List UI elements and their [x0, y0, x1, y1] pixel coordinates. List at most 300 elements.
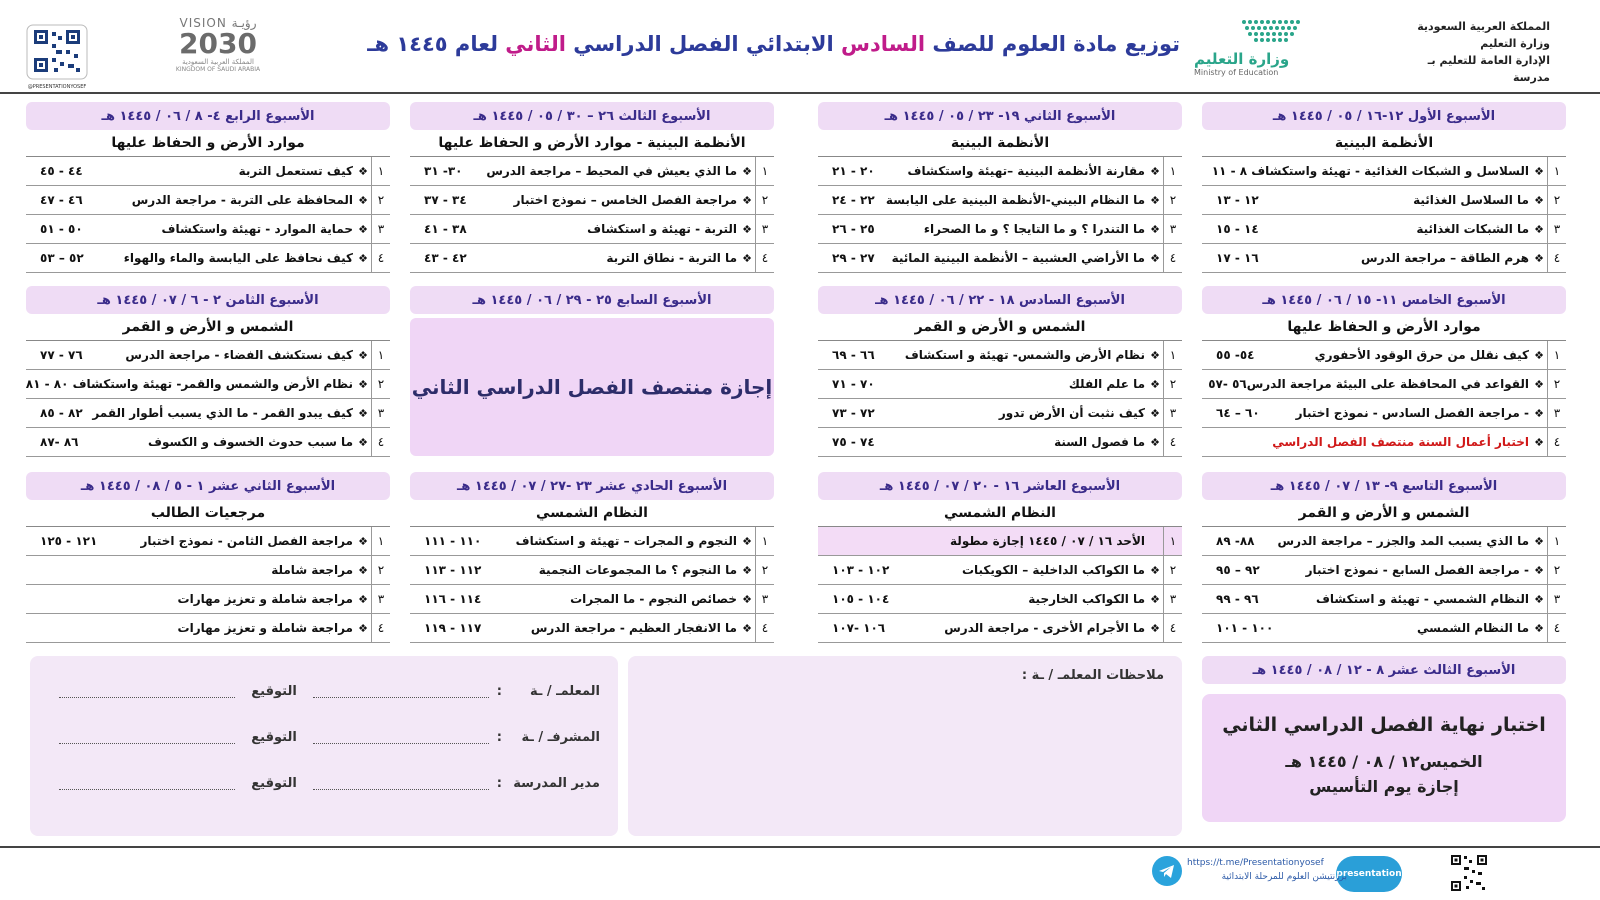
lesson-pages: ٤٤ - ٤٥ [40, 164, 83, 178]
lesson-number: ٣ [371, 399, 390, 427]
diamond-bullet-icon: ❖ [1534, 193, 1544, 207]
lesson-number: ٣ [1163, 399, 1182, 427]
lesson-row [410, 215, 774, 244]
lesson-title: خصائص النجوم - ما المجرات [570, 592, 737, 606]
week-header: الأسبوع الخامس ١١- ١٥ / ٠٦ / ١٤٤٥ هـ [1202, 286, 1566, 314]
lesson-pages: ١٤ - ١٥ [1216, 222, 1259, 236]
lesson-title: مراجعة شاملة و تعزيز مهارات [177, 621, 353, 635]
lesson-row [410, 556, 774, 585]
week-header: الأسبوع الأول ١٢-١٦ / ٠٥ / ١٤٤٥ هـ [1202, 102, 1566, 130]
week-header: الأسبوع الثامن ٢ - ٦ / ٠٧ / ١٤٤٥ هـ [26, 286, 390, 314]
week-card-2 [818, 102, 1182, 273]
lesson-pages: ٣٨ - ٤١ [424, 222, 467, 236]
diamond-bullet-icon: ❖ [1150, 621, 1160, 635]
lesson-number: ٢ [1547, 186, 1566, 214]
lesson-row [1202, 370, 1566, 399]
lesson-row [818, 428, 1182, 457]
lesson-pages: ٦٠ – ٦٤ [1216, 406, 1260, 420]
title-part: الابتدائي الفصل الدراسي [573, 32, 834, 56]
lesson-pages: ٨٦ -٨٧ [40, 435, 79, 449]
lesson-row [26, 527, 390, 556]
diamond-bullet-icon: ❖ [742, 193, 752, 207]
lesson-pages: ٥٦ -٥٧ [1208, 377, 1247, 391]
lesson-number: ٤ [1547, 614, 1566, 642]
colon: : [496, 776, 502, 791]
lesson-title: نظام الأرض والشمس- تهيئة و استكشاف [904, 348, 1145, 362]
lesson-title: ما التندرا ؟ و ما التايجا ؟ و ما الصحراء [923, 222, 1145, 236]
lesson-title: مراجعة الفصل الثامن - نموذج اختبار [140, 534, 353, 548]
week-unit: موارد الأرض و الحفاظ عليها [26, 130, 390, 157]
diamond-bullet-icon: ❖ [1534, 435, 1544, 449]
lesson-number: ٣ [371, 215, 390, 243]
qr-code-icon [26, 24, 88, 90]
lesson-pages: ٢٠ - ٢١ [832, 164, 875, 178]
vision-2030-logo [158, 16, 278, 78]
diamond-bullet-icon: ❖ [1534, 251, 1544, 265]
lesson-pages: ٥٠ - ٥١ [40, 222, 83, 236]
lesson-title: كيف نثبت أن الأرض تدور [998, 406, 1145, 420]
lesson-title: ما الذي يسبب المد والجزر – مراجعة الدرس [1277, 534, 1529, 548]
diamond-bullet-icon: ❖ [1534, 164, 1544, 178]
lesson-row [818, 157, 1182, 186]
lesson-row [26, 428, 390, 457]
lesson-title: ما النجوم ؟ ما المجموعات النجمية [538, 563, 737, 577]
diamond-bullet-icon: ❖ [358, 435, 368, 449]
week-card-13 [1202, 656, 1566, 822]
lesson-title: ما الذي يعيش في المحيط – مراجعة الدرس [486, 164, 737, 178]
lesson-pages: ٦٦ - ٦٩ [832, 348, 875, 362]
lesson-title: اختبار أعمال السنة منتصف الفصل الدراسي [1272, 435, 1529, 449]
lesson-pages: ٨٨- ٨٩ [1216, 534, 1255, 548]
lesson-row [410, 157, 774, 186]
name-line[interactable] [313, 731, 489, 744]
lesson-title: المحافظة على التربة - مراجعة الدرس [131, 193, 353, 207]
organization-block [1400, 18, 1550, 86]
week-card-4 [26, 102, 390, 273]
diamond-bullet-icon: ❖ [358, 534, 368, 548]
lesson-title: مراجعة الفصل الخامس – نموذج اختبار [513, 193, 737, 207]
diamond-bullet-icon: ❖ [358, 348, 368, 362]
lesson-number: ٣ [371, 585, 390, 613]
diamond-bullet-icon: ❖ [1150, 193, 1160, 207]
diamond-bullet-icon: ❖ [1534, 563, 1544, 577]
lesson-row [818, 341, 1182, 370]
lesson-number: ٤ [755, 614, 774, 642]
lesson-number: ٤ [371, 244, 390, 272]
badge-label: presentation [1336, 869, 1402, 879]
lesson-row [818, 215, 1182, 244]
lesson-number: ٢ [1547, 370, 1566, 398]
lesson-pages: ٤٦ - ٤٧ [40, 193, 83, 207]
lesson-number: ٢ [755, 186, 774, 214]
diamond-bullet-icon: ❖ [358, 406, 368, 420]
week-card-9 [1202, 472, 1566, 643]
telegram-icon[interactable] [1152, 856, 1182, 886]
lesson-number: ١ [1163, 527, 1182, 555]
colon: : [496, 730, 502, 745]
lesson-number: ١ [1547, 527, 1566, 555]
ministry-logo [1190, 14, 1320, 78]
week-card-10 [818, 472, 1182, 643]
week-card-7 [410, 286, 774, 456]
signature-line[interactable] [59, 685, 235, 698]
lesson-pages: ٤٢ - ٤٣ [424, 251, 467, 265]
lesson-number: ٤ [1163, 244, 1182, 272]
lesson-title: كيف نستكشف الفضاء - مراجعة الدرس [125, 348, 353, 362]
lesson-number: ٣ [755, 215, 774, 243]
lesson-number: ١ [1547, 341, 1566, 369]
lesson-title: ما سبب حدوث الخسوف و الكسوف [148, 435, 353, 449]
lesson-pages: ١١٠ - ١١١ [424, 534, 482, 548]
diamond-bullet-icon: ❖ [1150, 348, 1160, 362]
title-part: توزيع مادة العلوم للصف [932, 32, 1180, 56]
lesson-title: كيف يبدو القمر - ما الذي يسبب أطوار القمر [92, 406, 353, 420]
lesson-row [26, 614, 390, 643]
lesson-title: - مراجعة الفصل السابع - نموذج اختبار [1305, 563, 1529, 577]
signature-row-principal [59, 776, 600, 791]
week-unit: الشمس و الأرض و القمر [26, 314, 390, 341]
final-exam-date: الخميس١٢ / ٠٨ / ١٤٤٥ هـ [1285, 752, 1483, 771]
week-card-12 [26, 472, 390, 643]
lesson-title: النظام الشمسي - تهيئة و استكشاف [1315, 592, 1529, 606]
week-header: الأسبوع السابع ٢٥ - ٢٩ / ٠٦ / ١٤٤٥ هـ [410, 286, 774, 314]
teacher-notes-box[interactable] [628, 656, 1182, 836]
diamond-bullet-icon: ❖ [1150, 377, 1160, 391]
signature-row-supervisor [59, 730, 600, 745]
week-header: الأسبوع الثالث عشر ٨ - ١٢ / ٠٨ / ١٤٤٥ هـ [1202, 656, 1566, 684]
lesson-row [818, 399, 1182, 428]
lesson-pages: ١٢١ - ١٢٥ [40, 534, 98, 548]
lesson-number: ٣ [755, 585, 774, 613]
colon: : [496, 684, 502, 699]
lesson-pages: ١٠٢ - ١٠٣ [832, 563, 890, 577]
lesson-number: ٢ [755, 556, 774, 584]
lesson-title: مقارنة الأنظمة البينية –تهيئة واستكشاف [907, 164, 1145, 178]
lesson-row [1202, 341, 1566, 370]
lesson-pages: ١٦ - ١٧ [1216, 251, 1259, 265]
lesson-row [26, 556, 390, 585]
week-unit: النظام الشمسي [410, 500, 774, 527]
lesson-title: مراجعة شاملة [271, 563, 353, 577]
signature-line[interactable] [59, 777, 235, 790]
lesson-number: ٤ [1163, 614, 1182, 642]
lesson-number: ٢ [1163, 370, 1182, 398]
week-header: الأسبوع الحادي عشر ٢٣ -٢٧ / ٠٧ / ١٤٤٥ هـ [410, 472, 774, 500]
lesson-title: ما الكواكب الخارجية [1028, 592, 1145, 606]
week-header: الأسبوع الثاني عشر ١ - ٥ / ٠٨ / ١٤٤٥ هـ [26, 472, 390, 500]
diamond-bullet-icon: ❖ [1534, 534, 1544, 548]
final-exam-title: اختبار نهاية الفصل الدراسي الثاني [1222, 714, 1546, 736]
diamond-bullet-icon: ❖ [1150, 164, 1160, 178]
diamond-bullet-icon: ❖ [1150, 251, 1160, 265]
sign-label: التوقيع [251, 776, 297, 791]
diamond-bullet-icon: ❖ [1534, 222, 1544, 236]
lesson-number: ٣ [1547, 399, 1566, 427]
lesson-number: ٣ [1163, 585, 1182, 613]
diamond-bullet-icon: ❖ [1150, 592, 1160, 606]
lesson-pages: ١٢ - ١٣ [1216, 193, 1259, 207]
lesson-title: القواعد في المحافظة على البيئة مراجعة الدرس [1246, 377, 1529, 391]
lesson-title: ما الكواكب الداخلية – الكويكبات [961, 563, 1145, 577]
diamond-bullet-icon: ❖ [358, 193, 368, 207]
vision-sub-en: KINGDOM OF SAUDI ARABIA [175, 66, 261, 73]
week-header: الأسبوع العاشر ١٦ - ٢٠ / ٠٧ / ١٤٤٥ هـ [818, 472, 1182, 500]
org-line: المملكة العربية السعودية [1417, 20, 1550, 33]
lesson-title: ما النظام الشمسي [1416, 621, 1529, 635]
lesson-number: ٤ [1163, 428, 1182, 456]
diamond-bullet-icon: ❖ [1534, 377, 1544, 391]
lesson-row [26, 215, 390, 244]
week-unit: الشمس و الأرض و القمر [1202, 500, 1566, 527]
sign-label: التوقيع [251, 730, 297, 745]
lesson-title: التربة - تهيئة و استكشاف [587, 222, 737, 236]
org-line: مدرسة [1513, 71, 1550, 84]
lesson-row [410, 186, 774, 215]
notes-label: ملاحظات المعلمـ / ـة : [1021, 668, 1164, 683]
diamond-bullet-icon: ❖ [1534, 621, 1544, 635]
lesson-pages: ١٠٤ - ١٠٥ [832, 592, 890, 606]
lesson-title: ما النظام البيني-الأنظمة البينية على اليابسة [885, 193, 1145, 207]
diamond-bullet-icon: ❖ [1150, 435, 1160, 449]
lesson-pages: ٧٠ - ٧١ [832, 377, 875, 391]
lesson-row [26, 157, 390, 186]
diamond-bullet-icon: ❖ [358, 377, 368, 391]
role-label: المعلمـ / ـة [530, 684, 600, 699]
lesson-title: السلاسل و الشبكات الغذائية - تهيئة واستكشاف ٨ - ١١ [1211, 164, 1529, 178]
lesson-number: ٢ [371, 556, 390, 584]
lesson-number: ٣ [1547, 585, 1566, 613]
week-header: الأسبوع الثاني ١٩- ٢٣ / ٠٥ / ١٤٤٥ هـ [818, 102, 1182, 130]
lesson-row [818, 244, 1182, 273]
diamond-bullet-icon: ❖ [742, 222, 752, 236]
founding-day-holiday: إجازة يوم التأسيس [1309, 777, 1459, 796]
vision-sub: المملكة العربية السعودية [182, 58, 254, 66]
lesson-number: ٢ [1163, 186, 1182, 214]
lesson-number: ٢ [371, 186, 390, 214]
lesson-pages: ١١٢ - ١١٣ [424, 563, 482, 577]
diamond-bullet-icon: ❖ [742, 251, 752, 265]
lesson-pages: ٢٢ - ٢٤ [832, 193, 875, 207]
lesson-number: ١ [755, 157, 774, 185]
diamond-bullet-icon: ❖ [1150, 222, 1160, 236]
telegram-link[interactable]: https://t.me/Presentationyosef [1187, 858, 1324, 868]
lesson-row-exam [1202, 428, 1566, 457]
lesson-number: ٢ [371, 370, 390, 398]
lesson-number: ١ [371, 341, 390, 369]
week-unit: الشمس و الأرض و القمر [818, 314, 1182, 341]
lesson-title: ما فصول السنة [1054, 435, 1145, 449]
qr-caption: @PRESENTATIONYOSEF [27, 84, 87, 90]
lesson-title: حماية الموارد - تهيئة واستكشاف [161, 222, 353, 236]
diamond-bullet-icon: ❖ [358, 621, 368, 635]
lesson-number: ٤ [1547, 244, 1566, 272]
lesson-row [1202, 527, 1566, 556]
header-divider [0, 92, 1600, 94]
lesson-row [818, 585, 1182, 614]
name-line[interactable] [313, 685, 489, 698]
qr-code-icon [1450, 854, 1488, 892]
week-unit: الأنظمة البينية - موارد الأرض و الحفاظ عليها [410, 130, 774, 157]
diamond-bullet-icon: ❖ [1534, 406, 1544, 420]
footer-divider [0, 846, 1600, 848]
sign-label: التوقيع [251, 684, 297, 699]
lesson-number: ٤ [755, 244, 774, 272]
lesson-pages: ٩٢ – ٩٥ [1216, 563, 1260, 577]
lesson-row [1202, 186, 1566, 215]
lesson-row [818, 186, 1182, 215]
vision-label: VISION رؤيـة [179, 16, 257, 30]
lesson-title: نظام الأرض والشمس والقمر- تهيئة واستكشاف ٨٠ - ٨١ [26, 377, 353, 391]
role-label: المشرفـ / ـة [521, 730, 600, 745]
lesson-row [26, 399, 390, 428]
lesson-pages: ٧٦ - ٧٧ [40, 348, 83, 362]
title-term: الثاني [505, 32, 566, 56]
org-line: وزارة التعليم [1480, 37, 1550, 50]
week-unit: موارد الأرض و الحفاظ عليها [1202, 314, 1566, 341]
lesson-row [1202, 399, 1566, 428]
diamond-bullet-icon: ❖ [742, 534, 752, 548]
diamond-bullet-icon: ❖ [1534, 348, 1544, 362]
lesson-pages: ٥٢ – ٥٣ [40, 251, 84, 265]
week-card-11 [410, 472, 774, 643]
lesson-title: كيف تستعمل التربة [238, 164, 353, 178]
lesson-title: ما التربة - نطاق التربة [606, 251, 737, 265]
lesson-row [1202, 614, 1566, 643]
lesson-number: ١ [371, 527, 390, 555]
lesson-number: ١ [1163, 341, 1182, 369]
lesson-pages: ٥٤- ٥٥ [1216, 348, 1255, 362]
lesson-title: ما الانفجار العظيم - مراجعة الدرس [530, 621, 737, 635]
diamond-bullet-icon: ❖ [358, 164, 368, 178]
lesson-number: ٢ [1547, 556, 1566, 584]
lesson-number: ٣ [1547, 215, 1566, 243]
org-line: الإدارة العامة للتعليم بـ [1427, 54, 1550, 67]
week-card-6 [818, 286, 1182, 457]
lesson-row [1202, 556, 1566, 585]
lesson-pages: ٧٤ - ٧٥ [832, 435, 875, 449]
lesson-number: ٤ [1547, 428, 1566, 456]
week-card-8 [26, 286, 390, 457]
lesson-pages: ١٠٠ - ١٠١ [1216, 621, 1274, 635]
lesson-pages: ١١٧ - ١١٩ [424, 621, 482, 635]
lesson-row [410, 244, 774, 273]
lesson-title: كيف نحافظ على اليابسة والماء والهواء [123, 251, 353, 265]
lesson-pages: ٨٢ - ٨٥ [40, 406, 83, 420]
signature-line[interactable] [59, 731, 235, 744]
lesson-title: ما السلاسل الغذائية [1413, 193, 1529, 207]
lesson-title: ما الشبكات الغذائية [1416, 222, 1529, 236]
ministry-name-en: Ministry of Education [1194, 68, 1279, 77]
lesson-number: ١ [1547, 157, 1566, 185]
lesson-row [818, 370, 1182, 399]
diamond-bullet-icon: ❖ [742, 563, 752, 577]
lesson-number: ٤ [371, 428, 390, 456]
lesson-number: ١ [1163, 157, 1182, 185]
lesson-row [26, 370, 390, 399]
week-unit: مرجعيات الطالب [26, 500, 390, 527]
title-year: لعام ١٤٤٥ هـ [367, 32, 498, 56]
ministry-name-ar: وزارة التعليم [1194, 50, 1290, 68]
diamond-bullet-icon: ❖ [358, 563, 368, 577]
telegram-link-caption: برزنتيشن العلوم للمرحلة الابتدائية [1221, 872, 1347, 882]
lesson-row-holiday [818, 527, 1182, 556]
lesson-row [1202, 585, 1566, 614]
lesson-title: الأحد ١٦ / ٠٧ / ١٤٤٥ إجازة مطولة [950, 534, 1145, 548]
mid-term-holiday: إجازة منتصف الفصل الدراسي الثاني [410, 318, 774, 456]
lesson-title: ما علم الفلك [1068, 377, 1145, 391]
diamond-bullet-icon: ❖ [358, 251, 368, 265]
lesson-pages: ٣٠- ٣١ [424, 164, 463, 178]
lesson-pages: ١١٤ - ١١٦ [424, 592, 482, 606]
diamond-bullet-icon: ❖ [1150, 406, 1160, 420]
lesson-title: ما الأراضي العشبية – الأنظمة البينية المائية [891, 251, 1145, 265]
title-grade: السادس [841, 32, 926, 56]
week-header: الأسبوع التاسع ٩- ١٣ / ٠٧ / ١٤٤٥ هـ [1202, 472, 1566, 500]
lesson-title: كيف نقلل من حرق الوقود الأحفوري [1314, 348, 1529, 362]
week-card-5 [1202, 286, 1566, 457]
lesson-row [818, 556, 1182, 585]
name-line[interactable] [313, 777, 489, 790]
signature-box [30, 656, 618, 836]
diamond-bullet-icon: ❖ [1534, 592, 1544, 606]
lesson-number: ١ [371, 157, 390, 185]
lesson-title: هرم الطاقة – مراجعة الدرس [1361, 251, 1529, 265]
lesson-title: مراجعة شاملة و تعزيز مهارات [177, 592, 353, 606]
lesson-number: ٤ [371, 614, 390, 642]
week-header: الأسبوع الرابع ٤- ٨ / ٠٦ / ١٤٤٥ هـ [26, 102, 390, 130]
role-label: مدير المدرسة [513, 776, 600, 791]
lesson-row [26, 186, 390, 215]
week-card-1 [1202, 102, 1566, 273]
lesson-pages: ٩٦ - ٩٩ [1216, 592, 1259, 606]
week-header: الأسبوع الثالث ٢٦ – ٣٠ / ٠٥ / ١٤٤٥ هـ [410, 102, 774, 130]
diamond-bullet-icon: ❖ [742, 164, 752, 178]
lesson-row [26, 244, 390, 273]
lesson-row [26, 341, 390, 370]
lesson-row [818, 614, 1182, 643]
lesson-row [1202, 215, 1566, 244]
week-unit: الأنظمة البينية [818, 130, 1182, 157]
lesson-pages: ٢٧ - ٢٩ [832, 251, 875, 265]
diamond-bullet-icon: ❖ [1150, 563, 1160, 577]
diamond-bullet-icon: ❖ [358, 222, 368, 236]
lesson-pages: ٣٤ - ٣٧ [424, 193, 467, 207]
lesson-pages: ١٠٦ -١٠٧ [832, 621, 886, 635]
diamond-bullet-icon: ❖ [358, 592, 368, 606]
lesson-number: ٣ [1163, 215, 1182, 243]
lesson-row [410, 614, 774, 643]
lesson-number: ١ [755, 527, 774, 555]
final-exam-box [1202, 694, 1566, 822]
diamond-bullet-icon: ❖ [742, 592, 752, 606]
lesson-number: ٢ [1163, 556, 1182, 584]
lesson-pages: ٢٥ - ٢٦ [832, 222, 875, 236]
lesson-row [1202, 244, 1566, 273]
lesson-title: ما الأجرام الأخرى - مراجعة الدرس [944, 621, 1145, 635]
lesson-row [410, 527, 774, 556]
lesson-title: - مراجعة الفصل السادس - نموذج اختبار [1295, 406, 1529, 420]
page-title [367, 32, 1180, 56]
lesson-row [26, 585, 390, 614]
signature-row-teacher [59, 684, 600, 699]
lesson-row [410, 585, 774, 614]
lesson-row [1202, 157, 1566, 186]
week-header: الأسبوع السادس ١٨ - ٢٢ / ٠٦ / ١٤٤٥ هـ [818, 286, 1182, 314]
week-card-3 [410, 102, 774, 273]
diamond-bullet-icon: ❖ [742, 621, 752, 635]
lesson-pages: ٧٢ - ٧٣ [832, 406, 875, 420]
vision-year: 2030 [179, 27, 257, 60]
